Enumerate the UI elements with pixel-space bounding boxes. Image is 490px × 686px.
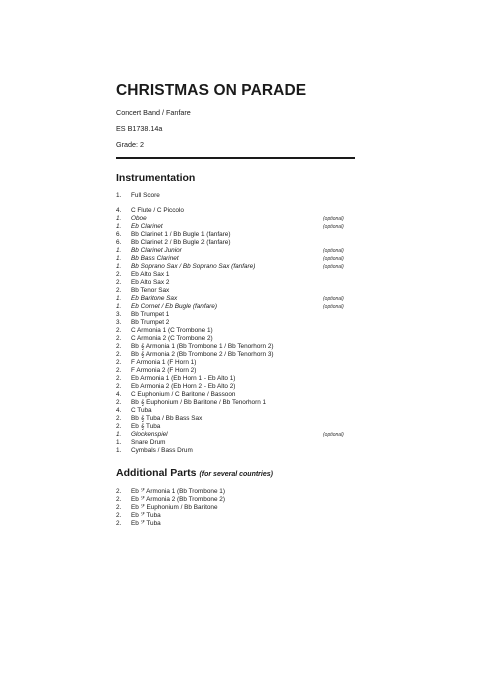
part-name: Cymbals / Bass Drum [131, 447, 193, 454]
part-count: 2. [116, 343, 122, 350]
part-name: Bb Trumpet 1 [131, 311, 170, 318]
part-row [116, 488, 366, 496]
instrumentation-heading: Instrumentation [116, 172, 196, 184]
part-row [116, 375, 366, 383]
part-name: C Tuba [131, 407, 152, 414]
part-count: 4. [116, 391, 122, 398]
optional-note: (optional) [323, 304, 344, 310]
part-name: Eb 𝄢 Tuba [131, 512, 161, 519]
part-row [116, 439, 366, 447]
optional-note: (optional) [323, 296, 344, 302]
part-row [116, 447, 366, 455]
part-count: 2. [116, 351, 122, 358]
part-row [116, 335, 366, 343]
part-name: Bb Clarinet 2 / Bb Bugle 2 (fanfare) [131, 239, 231, 246]
part-row [116, 415, 366, 423]
part-count: 4. [116, 407, 122, 414]
part-count: 1. [116, 255, 122, 262]
part-row [116, 295, 366, 303]
part-count: 2. [116, 488, 122, 495]
document-title: CHRISTMAS ON PARADE [116, 82, 307, 99]
part-name: C Armonia 2 (C Trombone 2) [131, 335, 213, 342]
part-name: Bb Bass Clarinet [131, 255, 179, 262]
part-count: 2. [116, 512, 122, 519]
part-count: 1. [116, 223, 122, 230]
part-name: Bb Clarinet 1 / Bb Bugle 1 (fanfare) [131, 231, 231, 238]
part-row [116, 239, 366, 247]
part-count: 1. [116, 303, 122, 310]
part-row [116, 423, 366, 431]
part-row [116, 343, 366, 351]
instrumentation-list [116, 192, 366, 455]
part-name: Eb 𝄢 Euphonium / Bb Baritone [131, 504, 218, 511]
part-name: F Armonia 1 (F Horn 1) [131, 359, 197, 366]
optional-note: (optional) [323, 216, 344, 222]
part-row [116, 391, 366, 399]
document-page [116, 82, 366, 528]
part-count: 4. [116, 207, 122, 214]
part-count: 2. [116, 520, 122, 527]
part-name: Glockenspiel [131, 431, 168, 438]
part-row [116, 399, 366, 407]
part-name: Eb 𝄢 Armonia 2 (Bb Trombone 2) [131, 496, 225, 503]
part-row [116, 407, 366, 415]
part-row [116, 512, 366, 520]
optional-note: (optional) [323, 224, 344, 230]
part-name: Eb Alto Sax 1 [131, 271, 170, 278]
part-count: 2. [116, 335, 122, 342]
part-count: 1. [116, 439, 122, 446]
part-count: 2. [116, 423, 122, 430]
part-count: 1. [116, 215, 122, 222]
part-name: Eb Baritone Sax [131, 295, 178, 302]
part-row [116, 223, 366, 231]
part-name: Bb 𝄞 Tuba / Bb Bass Sax [131, 415, 203, 422]
part-row [116, 255, 366, 263]
part-name: Eb 𝄢 Tuba [131, 520, 161, 527]
part-row [116, 263, 366, 271]
optional-note: (optional) [323, 264, 344, 270]
part-count: 2. [116, 327, 122, 334]
part-count: 2. [116, 279, 122, 286]
part-row [116, 247, 366, 255]
part-name: Bb 𝄞 Euphonium / Bb Baritone / Bb Tenorhorn 1 [131, 399, 267, 406]
part-row [116, 231, 366, 239]
part-row [116, 383, 366, 391]
part-name: Bb Trumpet 2 [131, 319, 170, 326]
part-name: Eb Alto Sax 2 [131, 279, 170, 286]
part-name: Bb Tenor Sax [131, 287, 170, 294]
part-count: 1. [116, 431, 122, 438]
part-count: 2. [116, 415, 122, 422]
part-count: 2. [116, 496, 122, 503]
part-name: Snare Drum [131, 439, 166, 446]
divider-rule [116, 157, 355, 159]
part-name: F Armonia 2 (F Horn 2) [131, 367, 197, 374]
part-row [116, 303, 366, 311]
part-name: C Armonia 1 (C Trombone 1) [131, 327, 213, 334]
part-row [116, 359, 366, 367]
part-row [116, 215, 366, 223]
part-count: 1. [116, 295, 122, 302]
part-name: Eb 𝄞 Tuba [131, 423, 161, 430]
additional-parts-heading [116, 467, 366, 481]
part-row [116, 279, 366, 287]
part-name: Eb Armonia 2 (Eb Horn 2 - Eb Alto 2) [131, 383, 236, 390]
part-row [116, 271, 366, 279]
part-name: Bb 𝄞 Armonia 2 (Bb Trombone 2 / Bb Tenorhorn 3) [131, 351, 274, 358]
part-name: Oboe [131, 215, 147, 222]
part-row [116, 367, 366, 375]
part-row [116, 327, 366, 335]
part-count: 1. [116, 192, 122, 199]
part-name: Eb Armonia 1 (Eb Horn 1 - Eb Alto 1) [131, 375, 236, 382]
part-count: 3. [116, 319, 122, 326]
part-row [116, 431, 366, 439]
part-row [116, 351, 366, 359]
optional-note: (optional) [323, 432, 344, 438]
part-name: Bb Soprano Sax / Bb Soprano Sax (fanfare) [131, 263, 256, 270]
part-row [116, 319, 366, 327]
additional-parts-title: Additional Parts [116, 467, 197, 479]
ensemble-type: Concert Band / Fanfare [116, 108, 191, 117]
part-count: 1. [116, 247, 122, 254]
part-name: Bb Clarinet Junior [131, 247, 182, 254]
part-row [116, 311, 366, 319]
part-count: 2. [116, 359, 122, 366]
part-row [116, 192, 366, 200]
part-name: Eb Cornet / Eb Bugle (fanfare) [131, 303, 217, 310]
part-name: Eb 𝄢 Armonia 1 (Bb Trombone 1) [131, 488, 225, 495]
part-count: 2. [116, 375, 122, 382]
grade-level: Grade: 2 [116, 140, 144, 149]
catalog-number: ES B1738.14a [116, 124, 163, 133]
part-count: 2. [116, 287, 122, 294]
part-name: Eb Clarinet [131, 223, 163, 230]
additional-parts-qualifier: (for several countries) [199, 471, 273, 478]
part-row [116, 496, 366, 504]
part-row [116, 287, 366, 295]
part-row [116, 520, 366, 528]
part-name: Full Score [131, 192, 160, 199]
part-row [116, 504, 366, 512]
part-count: 6. [116, 239, 122, 246]
part-name: Bb 𝄞 Armonia 1 (Bb Trombone 1 / Bb Tenorhorn 2) [131, 343, 274, 350]
part-count: 2. [116, 399, 122, 406]
part-count: 2. [116, 367, 122, 374]
part-count: 6. [116, 231, 122, 238]
part-name: C Flute / C Piccolo [131, 207, 184, 214]
part-count: 3. [116, 311, 122, 318]
part-count: 2. [116, 271, 122, 278]
part-count: 2. [116, 504, 122, 511]
part-name: C Euphonium / C Baritone / Bassoon [131, 391, 236, 398]
part-row [116, 207, 366, 215]
optional-note: (optional) [323, 256, 344, 262]
document-meta [116, 102, 366, 150]
part-count: 1. [116, 447, 122, 454]
additional-parts-list [116, 488, 366, 528]
optional-note: (optional) [323, 248, 344, 254]
part-count: 2. [116, 383, 122, 390]
part-count: 1. [116, 263, 122, 270]
